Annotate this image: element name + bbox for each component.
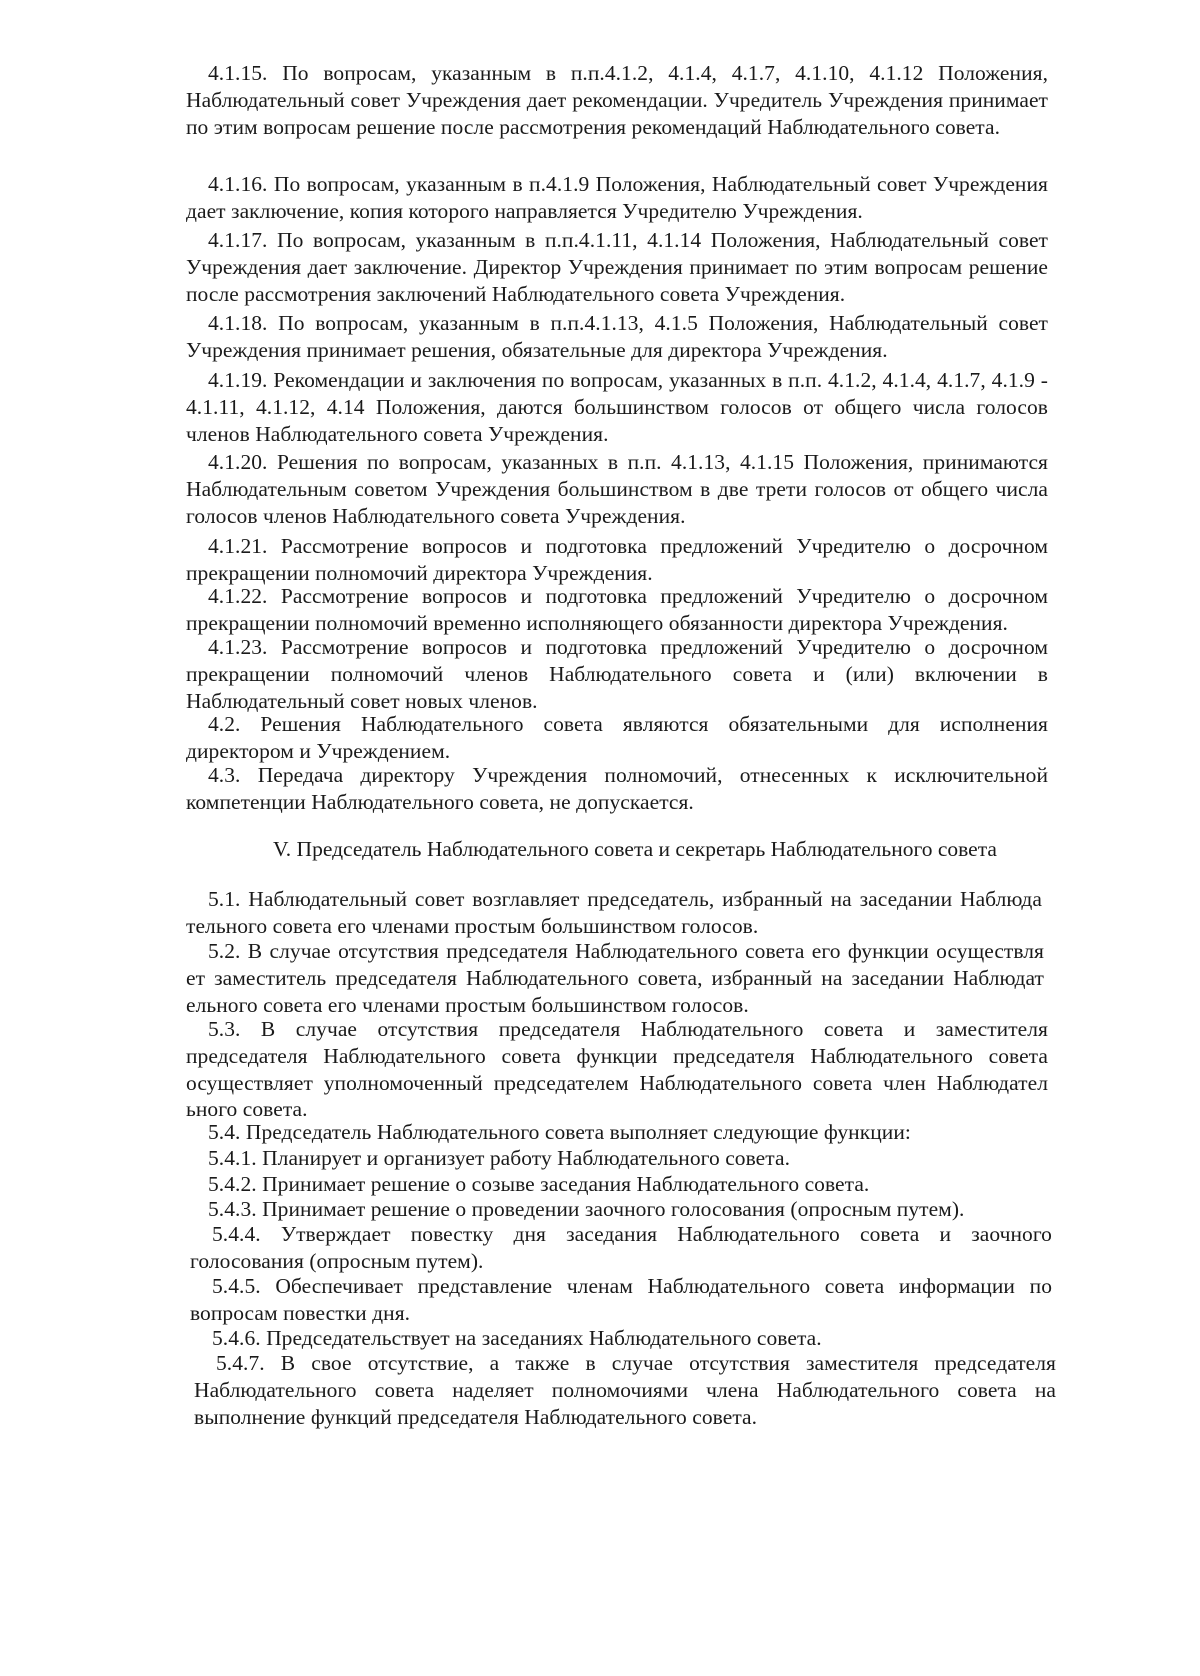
paragraph-4-1-15: 4.1.15. По вопросам, указанным в п.п.4.1.2, 4.1.4, 4.1.7, 4.1.10, 4.1.12 Положения, Наблюдательный совет Учреждения дает рекомендации. Учредитель Учреждения принимает по этим вопросам решение после рассмотрения рекомендаций Наблюдательного совета. xyxy=(186,61,1048,139)
paragraph-4-1-20: 4.1.20. Решения по вопросам, указанных в п.п. 4.1.13, 4.1.15 Положения, принимаются Наблюдательным советом Учреждения большинством в две трети голосов от общего числа голосов членов Наблюдательного совета Учреждения. xyxy=(186,450,1048,528)
paragraph-5-4-6: 5.4.6. Председательствует на заседаниях Наблюдательного совета. xyxy=(212,1326,822,1350)
paragraph-5-2: 5.2. В случае отсутствия председателя Наблюдательного совета его функции осуществля ет заместитель председателя Наблюдательного совета, избранный на заседании Наблюдат ельного совета его членами простым большинством голосов. xyxy=(186,939,1044,1017)
paragraph-5-1: 5.1. Наблюдательный совет возглавляет председатель, избранный на заседании Наблюда тельного совета его членами простым большинством голосов. xyxy=(186,887,1042,938)
paragraph-5-3: 5.3. В случае отсутствия председателя Наблюдательного совета и заместителя председателя Наблюдательного совета функции председателя Наблюдательного совета осуществляет уполномоченный председателем Наблюдательного совета член Наблюдател ьного совета. xyxy=(186,1017,1048,1122)
paragraph-5-4-7: 5.4.7. В свое отсутствие, а также в случае отсутствия заместителя председателя Наблюдательного совета наделяет полномочиями члена Наблюдательного совета на выполнение функций председателя Наблюдательного совета. xyxy=(194,1351,1056,1429)
paragraph-5-4-4: 5.4.4. Утверждает повестку дня заседания Наблюдательного совета и заочного голосования (опросным путем). xyxy=(190,1222,1052,1273)
paragraph-5-4-2: 5.4.2. Принимает решение о созыве заседания Наблюдательного совета. xyxy=(208,1172,870,1196)
section-5-heading: V. Председатель Наблюдательного совета и секретарь Наблюдательного совета xyxy=(273,837,997,861)
paragraph-4-1-19: 4.1.19. Рекомендации и заключения по вопросам, указанных в п.п. 4.1.2, 4.1.4, 4.1.7, 4.1.9 - 4.1.11, 4.1.12, 4.14 Положения, даются большинством голосов от общего числа голосов членов Наблюдательного совета Учреждения. xyxy=(186,368,1048,446)
paragraph-5-4-1: 5.4.1. Планирует и организует работу Наблюдательного совета. xyxy=(208,1146,790,1170)
paragraph-4-1-16: 4.1.16. По вопросам, указанным в п.4.1.9 Положения, Наблюдательный совет Учреждения дает заключение, копия которого направляется Учредителю Учреждения. xyxy=(186,172,1048,223)
paragraph-5-4-5: 5.4.5. Обеспечивает представление членам Наблюдательного совета информации по вопросам повестки дня. xyxy=(190,1274,1052,1325)
paragraph-4-1-21: 4.1.21. Рассмотрение вопросов и подготовка предложений Учредителю о досрочном прекращении полномочий директора Учреждения. xyxy=(186,534,1048,585)
paragraph-5-4: 5.4. Председатель Наблюдательного совета выполняет следующие функции: xyxy=(208,1120,911,1144)
paragraph-4-1-17: 4.1.17. По вопросам, указанным в п.п.4.1.11, 4.1.14 Положения, Наблюдательный совет Учреждения дает заключение. Директор Учреждения принимает по этим вопросам решение после рассмотрения заключений Наблюдательного совета Учреждения. xyxy=(186,228,1048,306)
paragraph-4-1-23: 4.1.23. Рассмотрение вопросов и подготовка предложений Учредителю о досрочном прекращении полномочий членов Наблюдательного совета и (или) включении в Наблюдательный совет новых членов. xyxy=(186,635,1048,713)
paragraph-4-1-18: 4.1.18. По вопросам, указанным в п.п.4.1.13, 4.1.5 Положения, Наблюдательный совет Учреждения принимает решения, обязательные для директора Учреждения. xyxy=(186,311,1048,362)
paragraph-4-1-22: 4.1.22. Рассмотрение вопросов и подготовка предложений Учредителю о досрочном прекращении полномочий временно исполняющего обязанности директора Учреждения. xyxy=(186,584,1048,635)
paragraph-5-4-3: 5.4.3. Принимает решение о проведении заочного голосования (опросным путем). xyxy=(208,1197,965,1221)
paragraph-4-3: 4.3. Передача директору Учреждения полномочий, отнесенных к исключительной компетенции Наблюдательного совета, не допускается. xyxy=(186,763,1048,814)
paragraph-4-2: 4.2. Решения Наблюдательного совета являются обязательными для исполнения директором и Учреждением. xyxy=(186,712,1048,763)
